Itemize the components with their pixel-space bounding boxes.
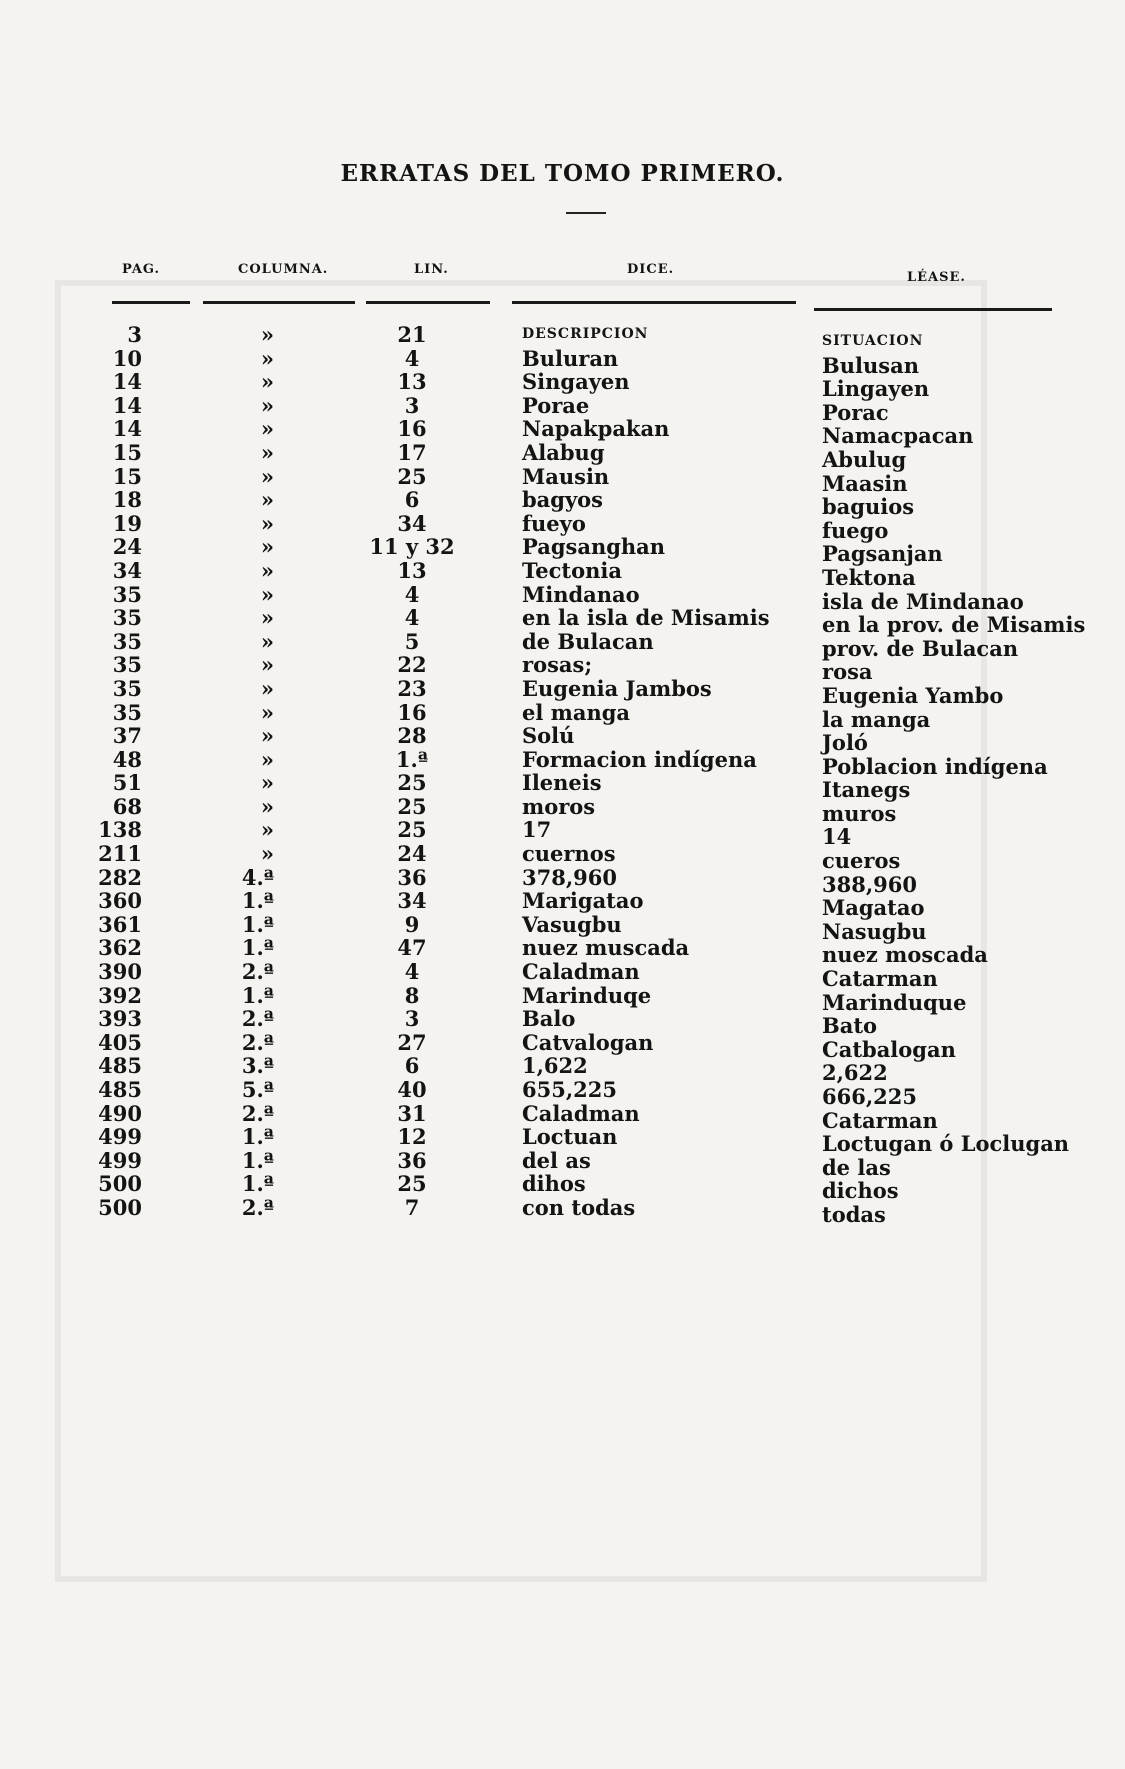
- cell-lin: 6: [404, 487, 420, 513]
- table-row: [0, 323, 1125, 347]
- cell-dice: Tectonia: [522, 557, 622, 583]
- cell-lease: Namacpacan: [822, 423, 974, 449]
- cell-lin: 7: [404, 1194, 420, 1220]
- cell-pag: 68: [112, 793, 142, 819]
- cell-lin: 11 y 32: [369, 534, 455, 560]
- cell-columna: 1.ª: [241, 982, 274, 1008]
- header-dice: DICE.: [627, 262, 675, 277]
- table-row: [0, 770, 1125, 803]
- cell-dice: en la isla de Misamis: [522, 605, 770, 631]
- cell-pag: 15: [112, 439, 142, 465]
- cell-dice: rosas;: [522, 652, 593, 678]
- cell-lease: la manga: [822, 706, 931, 732]
- cell-lease: SITUACION: [822, 333, 924, 349]
- cell-columna: 2.ª: [241, 959, 274, 985]
- table-row: [0, 723, 1125, 756]
- cell-lease: rosa: [822, 659, 873, 685]
- cell-columna: 2.ª: [241, 1006, 274, 1032]
- cell-pag: 361: [98, 911, 142, 937]
- cell-dice: moros: [522, 793, 596, 819]
- cell-lease: Catarman: [822, 1107, 938, 1133]
- table-row: [0, 911, 1125, 944]
- cell-lease: Eugenia Yambo: [822, 682, 1004, 708]
- cell-pag: 360: [98, 888, 142, 914]
- title-rule: [566, 212, 606, 214]
- cell-dice: Marinduqe: [522, 982, 652, 1008]
- cell-columna: »: [260, 369, 274, 395]
- cell-pag: 405: [98, 1029, 142, 1055]
- cell-dice: 17: [522, 817, 552, 843]
- table-row: [0, 1006, 1125, 1039]
- cell-columna: 1.ª: [241, 1171, 274, 1197]
- cell-columna: »: [260, 746, 274, 772]
- cell-pag: 500: [98, 1171, 142, 1197]
- cell-dice: Formacion indígena: [522, 746, 757, 772]
- cell-pag: 282: [98, 864, 142, 890]
- cell-columna: »: [260, 841, 274, 867]
- cell-columna: 1.ª: [241, 1147, 274, 1173]
- cell-lease: Loctugan ó Loclugan: [822, 1131, 1070, 1157]
- cell-lease: muros: [822, 800, 897, 826]
- cell-lin: 12: [397, 1124, 427, 1150]
- cell-lease: Pagsanjan: [822, 541, 943, 567]
- cell-lin: 8: [404, 982, 420, 1008]
- cell-dice: cuernos: [522, 841, 616, 867]
- table-row: [0, 439, 1125, 472]
- cell-columna: »: [260, 322, 274, 347]
- cell-lease: Tektona: [822, 564, 916, 590]
- cell-lease: en la prov. de Misamis: [822, 612, 1086, 638]
- table-row: [0, 416, 1125, 449]
- table-row: [0, 793, 1125, 826]
- cell-pag: 490: [98, 1100, 142, 1126]
- cell-lease: Bato: [822, 1013, 878, 1039]
- cell-lin: 22: [397, 652, 427, 678]
- cell-lease: de las: [822, 1154, 891, 1180]
- cell-dice: 655,225: [522, 1077, 617, 1102]
- cell-columna: 1.ª: [241, 888, 274, 914]
- cell-dice: Balo: [522, 1006, 576, 1032]
- table-row: [0, 841, 1125, 874]
- cell-dice: dihos: [522, 1171, 586, 1197]
- table-row: [0, 369, 1125, 402]
- header-lease: LÉASE.: [907, 270, 966, 285]
- cell-lin: 27: [397, 1029, 427, 1055]
- cell-lin: 16: [397, 699, 427, 725]
- cell-pag: 15: [112, 463, 142, 489]
- cell-pag: 48: [112, 746, 142, 772]
- cell-dice: Napakpakan: [522, 416, 670, 442]
- cell-dice: Singayen: [522, 369, 630, 395]
- cell-lease: 14: [822, 824, 852, 850]
- cell-dice: 378,960: [522, 864, 617, 890]
- cell-columna: 2.ª: [241, 1100, 274, 1126]
- cell-pag: 51: [112, 770, 142, 796]
- cell-lease: nuez moscada: [822, 942, 988, 968]
- cell-dice: Caladman: [522, 959, 640, 985]
- cell-lease: Lingayen: [822, 376, 930, 402]
- table-row: [0, 935, 1125, 968]
- cell-lin: 25: [397, 817, 427, 843]
- cell-lin: 4: [404, 959, 420, 985]
- cell-lease: Poblacion indígena: [822, 753, 1048, 779]
- cell-lin: 28: [397, 723, 427, 749]
- cell-lease: 388,960: [822, 871, 917, 897]
- cell-dice: Loctuan: [522, 1124, 618, 1150]
- cell-lease: Itanegs: [822, 777, 911, 803]
- cell-lease: dichos: [822, 1178, 899, 1204]
- cell-dice: Caladman: [522, 1100, 640, 1126]
- cell-lin: 24: [397, 841, 427, 867]
- cell-pag: 485: [98, 1053, 142, 1079]
- cell-columna: 3.ª: [241, 1053, 274, 1079]
- cell-pag: 34: [112, 557, 142, 583]
- cell-pag: 14: [112, 416, 142, 442]
- cell-lin: 21: [397, 322, 427, 347]
- cell-pag: 499: [98, 1147, 142, 1173]
- cell-lin: 40: [397, 1077, 427, 1102]
- cell-columna: 1.ª: [241, 935, 274, 961]
- table-row: [0, 1100, 1125, 1133]
- table-row: [0, 1147, 1125, 1180]
- cell-dice: Alabug: [522, 439, 605, 465]
- cell-pag: 14: [112, 369, 142, 395]
- cell-columna: »: [260, 817, 274, 843]
- errata-table: [0, 322, 1125, 1227]
- cell-lin: 6: [404, 1053, 420, 1079]
- cell-pag: 393: [98, 1006, 142, 1032]
- cell-columna: »: [260, 723, 274, 749]
- cell-dice: 1,622: [522, 1053, 588, 1079]
- cell-pag: 3: [127, 322, 142, 347]
- cell-lin: 17: [397, 439, 427, 465]
- cell-lin: 1.ª: [395, 746, 429, 772]
- cell-columna: »: [260, 770, 274, 796]
- cell-columna: 1.ª: [241, 1124, 274, 1150]
- cell-columna: 1.ª: [241, 911, 274, 937]
- cell-pag: 362: [98, 935, 142, 961]
- cell-pag: 390: [98, 959, 142, 985]
- page-title: ERRATAS DEL TOMO PRIMERO.: [340, 160, 785, 187]
- cell-lease: Magatao: [822, 895, 925, 921]
- table-row: [0, 652, 1125, 685]
- table-row: [0, 1077, 1125, 1109]
- cell-lease: baguios: [822, 494, 915, 520]
- table-row: [0, 1029, 1125, 1062]
- cell-dice: el manga: [522, 699, 631, 725]
- cell-columna: »: [260, 534, 274, 560]
- table-row: [0, 392, 1125, 425]
- table-row: [0, 675, 1125, 708]
- cell-columna: »: [260, 345, 274, 371]
- cell-dice: Buluran: [522, 345, 619, 371]
- cell-lease: Maasin: [822, 470, 908, 496]
- cell-lease: fuego: [822, 517, 889, 543]
- cell-lin: 23: [397, 675, 427, 701]
- cell-pag: 211: [98, 841, 142, 867]
- cell-lease: Bulusan: [822, 352, 919, 378]
- cell-pag: 24: [112, 534, 142, 560]
- cell-pag: 35: [112, 675, 142, 701]
- table-row: [0, 534, 1125, 567]
- cell-lease: 666,225: [822, 1084, 917, 1109]
- cell-columna: 2.ª: [241, 1029, 274, 1055]
- rule-lease: [814, 308, 1052, 311]
- cell-lin: 13: [397, 557, 427, 583]
- cell-dice: Solú: [522, 723, 575, 749]
- cell-columna: »: [260, 675, 274, 701]
- cell-pag: 138: [98, 817, 142, 843]
- cell-columna: »: [260, 439, 274, 465]
- cell-pag: 485: [98, 1077, 142, 1102]
- table-row: [0, 959, 1125, 992]
- cell-lin: 3: [404, 1006, 420, 1032]
- cell-lin: 4: [404, 581, 420, 607]
- cell-dice: Pagsanghan: [522, 534, 666, 560]
- table-row: [0, 699, 1125, 732]
- cell-columna: »: [260, 463, 274, 489]
- cell-dice: DESCRIPCION: [522, 326, 649, 342]
- cell-pag: 35: [112, 581, 142, 607]
- cell-lease: cueros: [822, 848, 901, 874]
- cell-dice: Eugenia Jambos: [522, 675, 712, 701]
- cell-columna: »: [260, 793, 274, 819]
- cell-lin: 5: [404, 628, 420, 654]
- table-row: [0, 581, 1125, 614]
- cell-columna: »: [260, 487, 274, 513]
- cell-lease: Abulug: [822, 446, 907, 472]
- table-row: [0, 1171, 1125, 1204]
- cell-lin: 3: [404, 392, 420, 418]
- table-row: [0, 605, 1125, 638]
- cell-lin: 25: [397, 793, 427, 819]
- cell-columna: »: [260, 510, 274, 536]
- cell-lease: Catarman: [822, 966, 938, 992]
- cell-lease: 2,622: [822, 1060, 888, 1086]
- cell-lin: 36: [397, 1147, 427, 1173]
- table-row: [0, 1194, 1125, 1227]
- cell-lin: 47: [397, 935, 427, 961]
- cell-pag: 35: [112, 605, 142, 631]
- table-row: [0, 817, 1125, 850]
- table-row: [0, 345, 1125, 378]
- rule-dice: [512, 301, 796, 304]
- cell-dice: con todas: [522, 1194, 636, 1220]
- cell-columna: »: [260, 605, 274, 631]
- table-row: [0, 510, 1125, 543]
- table-row: [0, 864, 1125, 897]
- table-row: [0, 982, 1125, 1015]
- cell-dice: Catvalogan: [522, 1029, 654, 1055]
- cell-lease: Marinduque: [822, 989, 967, 1015]
- cell-columna: 4.ª: [241, 864, 274, 890]
- cell-lin: 25: [397, 1171, 427, 1197]
- cell-dice: Mausin: [522, 463, 610, 489]
- cell-lin: 13: [397, 369, 427, 395]
- cell-lin: 16: [397, 416, 427, 442]
- cell-lease: todas: [822, 1201, 886, 1227]
- cell-dice: Mindanao: [522, 581, 640, 607]
- cell-columna: »: [260, 581, 274, 607]
- cell-lin: 34: [397, 888, 427, 914]
- cell-pag: 500: [98, 1194, 142, 1220]
- cell-columna: »: [260, 557, 274, 583]
- header-columna: COLUMNA.: [238, 262, 329, 277]
- cell-columna: »: [260, 392, 274, 418]
- header-lin: LIN.: [414, 262, 449, 277]
- rule-columna: [203, 301, 355, 304]
- cell-pag: 35: [112, 652, 142, 678]
- cell-lin: 36: [397, 864, 427, 890]
- cell-lease: isla de Mindanao: [822, 588, 1024, 614]
- rule-pag: [112, 301, 190, 304]
- cell-dice: fueyo: [522, 510, 586, 536]
- header-pag: PAG.: [122, 262, 161, 277]
- table-row: [0, 888, 1125, 921]
- table-row: [0, 746, 1125, 779]
- cell-columna: »: [260, 628, 274, 654]
- rule-lin: [366, 301, 490, 304]
- cell-columna: »: [260, 416, 274, 442]
- cell-lease: Joló: [822, 730, 868, 756]
- cell-lease: Nasugbu: [822, 918, 927, 944]
- cell-columna: »: [260, 699, 274, 725]
- cell-pag: 37: [112, 723, 142, 749]
- cell-dice: Vasugbu: [522, 911, 622, 937]
- cell-pag: 392: [98, 982, 142, 1008]
- cell-lease: Catbalogan: [822, 1036, 956, 1062]
- cell-dice: nuez muscada: [522, 935, 690, 961]
- table-row: [0, 1053, 1125, 1086]
- cell-lease: prov. de Bulacan: [822, 635, 1019, 661]
- table-row: [0, 557, 1125, 590]
- cell-lin: 9: [404, 911, 420, 937]
- cell-columna: 5.ª: [241, 1077, 274, 1102]
- cell-dice: del as: [522, 1147, 591, 1173]
- table-row: [0, 487, 1125, 520]
- cell-lin: 4: [404, 345, 420, 371]
- cell-dice: bagyos: [522, 487, 604, 513]
- cell-lin: 25: [397, 770, 427, 796]
- cell-dice: Marigatao: [522, 888, 644, 914]
- cell-dice: de Bulacan: [522, 628, 654, 654]
- cell-pag: 18: [112, 487, 142, 513]
- cell-lin: 34: [397, 510, 427, 536]
- cell-lin: 31: [397, 1100, 427, 1126]
- cell-pag: 19: [112, 510, 142, 536]
- table-row: [0, 628, 1125, 661]
- table-row: [0, 463, 1125, 496]
- cell-pag: 10: [112, 345, 142, 371]
- cell-pag: 35: [112, 628, 142, 654]
- cell-lin: 25: [397, 463, 427, 489]
- cell-pag: 499: [98, 1124, 142, 1150]
- cell-columna: »: [260, 652, 274, 678]
- cell-pag: 14: [112, 392, 142, 418]
- cell-columna: 2.ª: [241, 1194, 274, 1220]
- cell-pag: 35: [112, 699, 142, 725]
- cell-lease: Porac: [822, 399, 889, 425]
- cell-lin: 4: [404, 605, 420, 631]
- cell-dice: Ileneis: [522, 770, 602, 796]
- table-row: [0, 1124, 1125, 1157]
- cell-dice: Porae: [522, 392, 590, 418]
